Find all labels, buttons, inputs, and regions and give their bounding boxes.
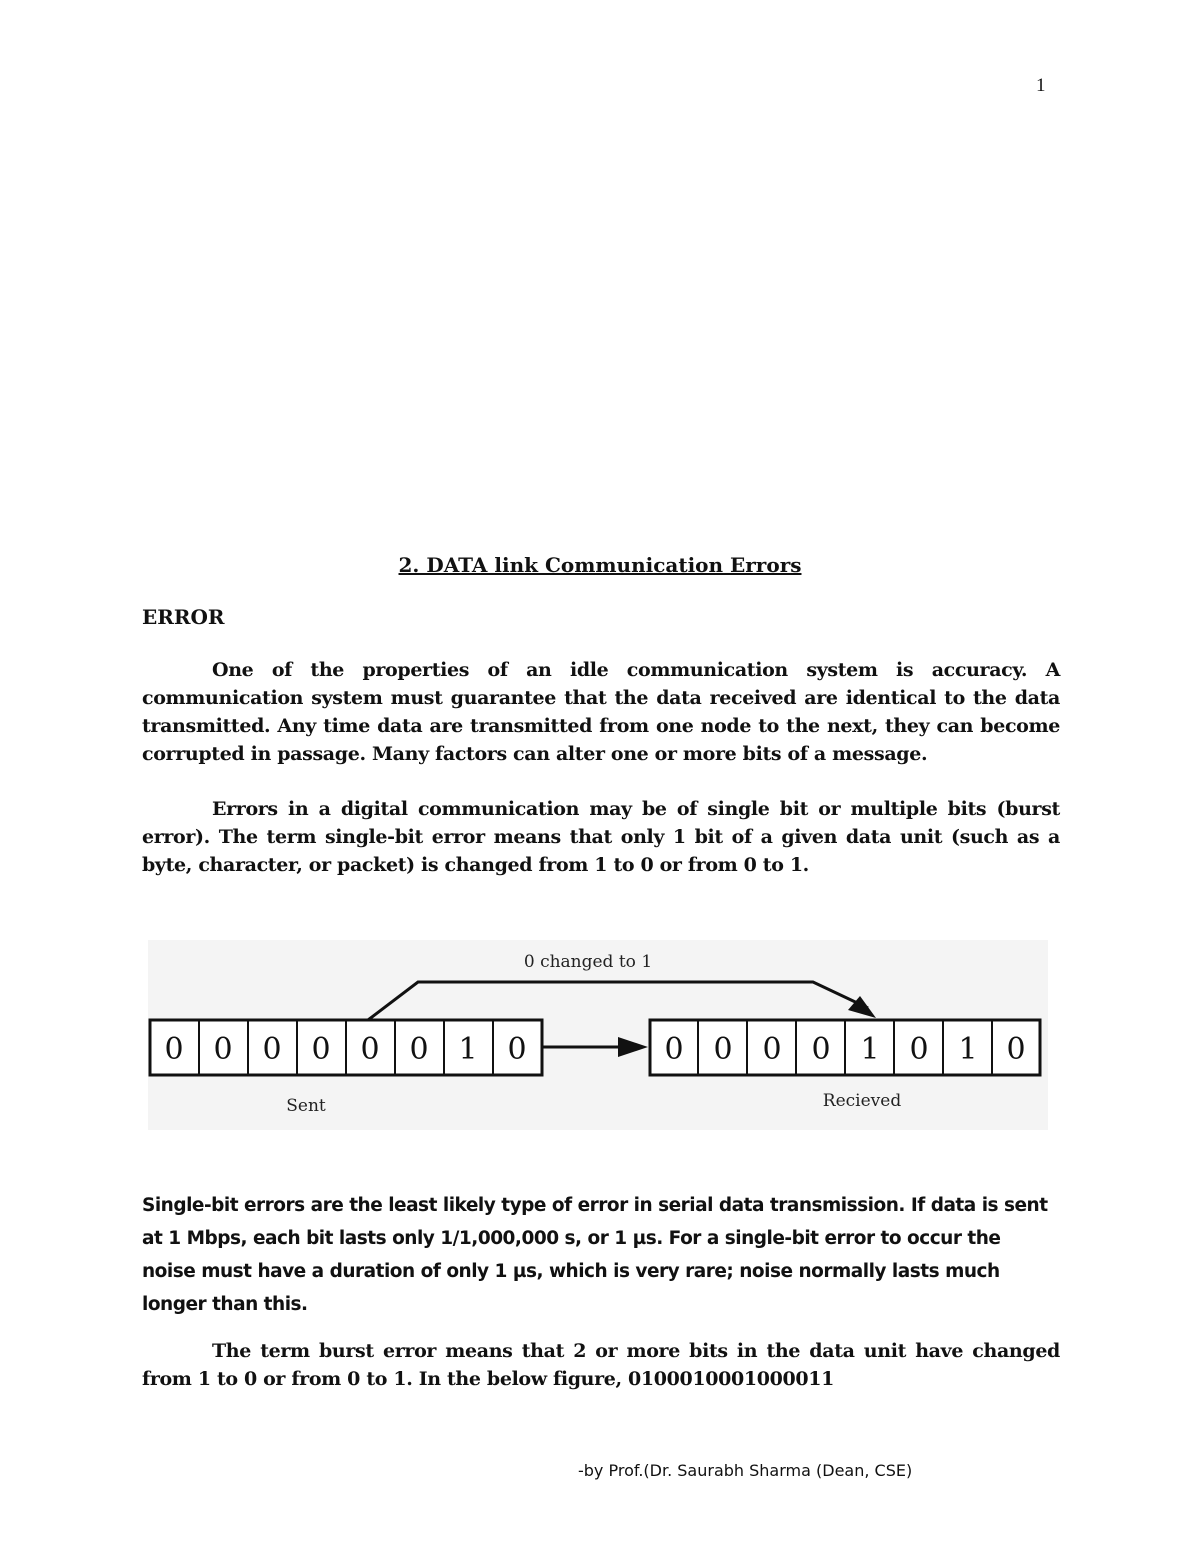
sent-frame	[150, 1020, 542, 1075]
sent-bit: 0	[262, 1032, 282, 1067]
sent-label: Sent	[286, 1096, 326, 1116]
paragraph-likelihood: Single-bit errors are the least likely type of error in serial data transmission. If data is sent at 1 Mbps, each bit lasts only 1/1,000,000 s, or 1 µs. For a single-bit error to occur the noise must have a duration of only 1 µs, which is very rare; noise normally lasts much longer than this.	[142, 1195, 1048, 1315]
received-bit: 0	[713, 1032, 733, 1067]
paragraph-accuracy: One of the properties of an idle communication system is accuracy. A communication system must guarantee that the data received are identical to the data transmitted. Any time data are transmitted from one node to the next, they can become corrupted in passage. Many factors can alter one or more bits of a message.	[142, 659, 1060, 765]
paragraph-single-bit: Errors in a digital communication may be of single bit or multiple bits (burst error). The term single-bit error means that only 1 bit of a given data unit (such as a byte, character, or packet) is changed from 1 to 0 or from 0 to 1.	[142, 798, 1060, 876]
sent-bit: 0	[164, 1032, 184, 1067]
sent-bit: 0	[360, 1032, 380, 1067]
sent-bit: 0	[409, 1032, 429, 1067]
paragraph-burst-error: The term burst error means that 2 or more bits in the data unit have changed from 1 to 0 or from 0 to 1. In the below figure, 0100010001000011	[142, 1340, 1060, 1390]
sent-bit: 1	[458, 1032, 478, 1067]
section-title: 2. DATA link Communication Errors	[398, 553, 802, 577]
received-label: Recieved	[822, 1091, 902, 1111]
received-bit: 0	[1006, 1032, 1026, 1067]
sent-bit: 0	[311, 1032, 331, 1067]
page-number: 1	[1036, 75, 1046, 96]
received-frame	[650, 1020, 1040, 1075]
single-bit-error-figure	[148, 940, 1048, 1130]
figure-annotation: 0 changed to 1	[523, 952, 653, 972]
received-bit: 0	[909, 1032, 929, 1067]
received-bit: 1	[958, 1032, 978, 1067]
received-bit: 1	[860, 1032, 880, 1067]
sent-bit: 0	[507, 1032, 527, 1067]
received-bit: 0	[811, 1032, 831, 1067]
sent-bit: 0	[213, 1032, 233, 1067]
error-heading: ERROR	[142, 605, 225, 629]
received-bit: 0	[762, 1032, 782, 1067]
received-bit: 0	[664, 1032, 684, 1067]
author-footer: -by Prof.(Dr. Saurabh Sharma (Dean, CSE)	[578, 1461, 913, 1480]
